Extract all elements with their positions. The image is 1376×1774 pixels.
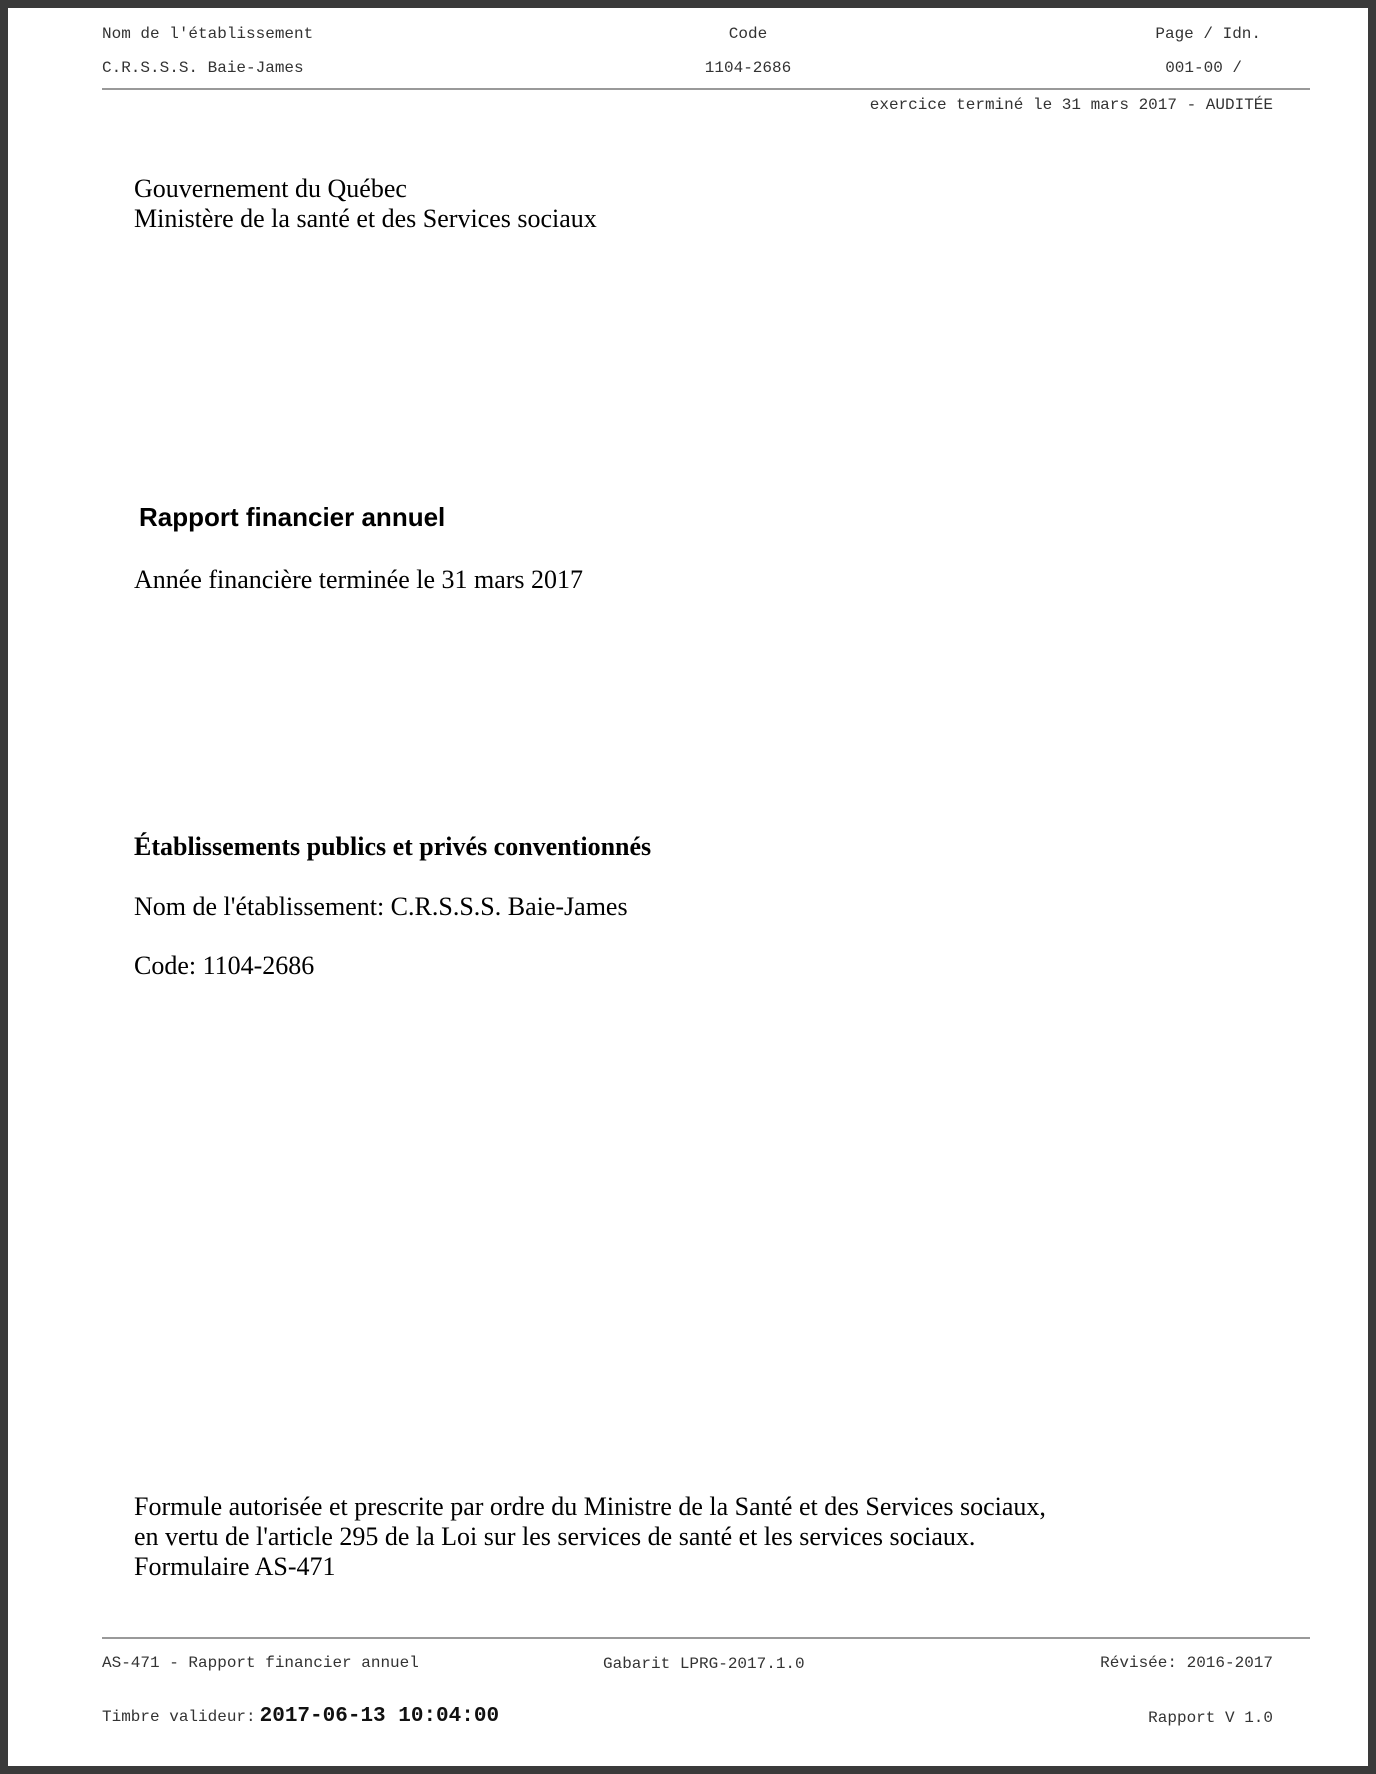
header-establishment-value: C.R.S.S.S. Baie-James xyxy=(102,59,304,77)
header-establishment-label: Nom de l'établissement xyxy=(102,25,314,43)
establishment-line: Nom de l'établissement: C.R.S.S.S. Baie-James xyxy=(134,892,628,921)
header-rule xyxy=(102,88,1310,90)
fiscal-year-line: Année financière terminée le 31 mars 2017 xyxy=(134,565,584,594)
government-line: Gouvernement du Québec xyxy=(134,174,407,203)
form-number-line: Formulaire AS-471 xyxy=(134,1552,336,1581)
legal-line-1: Formule autorisée et prescrite par ordre du Ministre de la Santé et des Services sociaux, xyxy=(134,1492,1046,1521)
footer-template: Gabarit LPRG-2017.1.0 xyxy=(603,1655,805,1673)
header-code-label: Code xyxy=(728,25,768,43)
header-code-value: 1104-2686 xyxy=(704,59,792,77)
ministry-line: Ministère de la santé et des Services sociaux xyxy=(134,204,597,233)
stamp-label: Timbre valideur: xyxy=(102,1708,256,1726)
header-page-value: 001-00 / xyxy=(1165,59,1242,77)
section-title: Établissements publics et privés conventionnés xyxy=(134,832,652,861)
footer-revised: Révisée: 2016-2017 xyxy=(1100,1654,1273,1672)
legal-line-2: en vertu de l'article 295 de la Loi sur les services de santé et les services sociaux. xyxy=(134,1522,976,1551)
footer-rule xyxy=(102,1637,1310,1639)
header-page-label: Page / Idn. xyxy=(1155,25,1261,43)
report-title: Rapport financier annuel xyxy=(139,502,446,532)
footer-form-name: AS-471 - Rapport financier annuel xyxy=(102,1654,419,1672)
stamp-value: 2017-06-13 10:04:00 xyxy=(259,1705,500,1728)
footer-report-version: Rapport V 1.0 xyxy=(1148,1709,1273,1727)
exercise-note: exercice terminé le 31 mars 2017 - AUDITÉE xyxy=(869,96,1273,114)
document-page xyxy=(8,8,1368,1766)
validation-stamp xyxy=(102,1705,499,1728)
code-line: Code: 1104-2686 xyxy=(134,951,315,980)
